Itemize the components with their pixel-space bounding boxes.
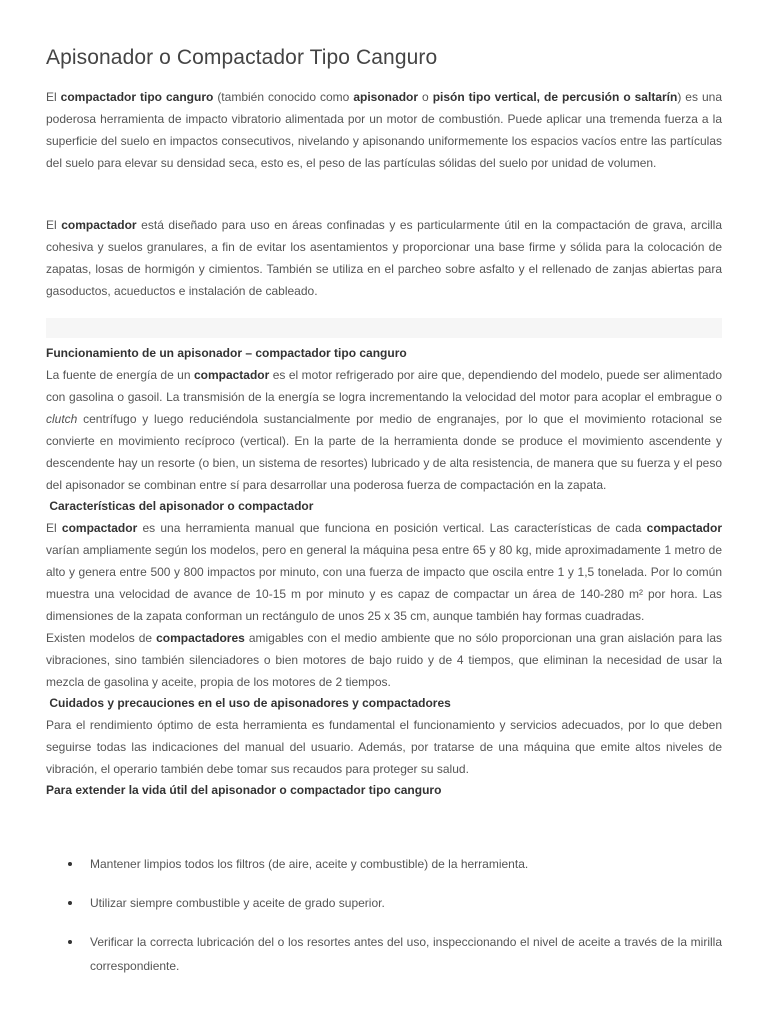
text: o [418,90,433,104]
list-item [68,930,722,978]
text: centrífugo y luego reduciéndola sustancialmente por medio de engranajes, por lo que el movimiento rotacional se convierte en movimiento recíproco (vertical). En la parte de la herramienta donde se produce el movimiento ascendente y descendente hay un resorte (o bien, un sistema de resortes) lubricado y de alta resistencia, de manera que su fuerza y el peso del apisonador se combinan entre sí para desarrollar una poderosa fuerza de compactación en la zapata. [46,412,722,492]
bold-term: compactador [193,368,270,382]
usage-paragraph [46,214,722,302]
section-heading-caracteristicas: Características del apisonador o compactador [46,499,314,513]
text: es el motor refrigerado por aire que, dependiendo del modelo, puede ser alimentado con gasolina o gasoil. La transmisión de la energía se logra incrementando la velocidad del motor para acoplar el embrague o [46,368,722,404]
list-item [68,852,722,876]
list-item-text: Utilizar siempre combustible y aceite de grado superior. [90,896,385,910]
text: amigables con el medio ambiente que no sólo proporcionan una gran aislación para las vibraciones, sino también silenciadores o bien motores de bajo ruido y de 4 tiempos, que eliminan la necesidad de usar la mezcla de gasolina y aceite, propia de los motores de 2 tiempos. [46,631,722,689]
list-item-text: Mantener limpios todos los filtros (de aire, aceite y combustible) de la herramienta. [90,857,529,871]
section-heading-funcionamiento: Funcionamiento de un apisonador – compactador tipo canguro [46,346,407,360]
bold-term: apisonador [353,90,419,104]
maintenance-list [68,852,722,993]
bold-term: pisón tipo vertical, de percusión o saltarín [432,90,678,104]
text: está diseñado para uso en áreas confinadas y es particularmente útil en la compactación de grava, arcilla cohesiva y suelos granulares, a fin de evitar los asentamientos y proporcionar una base firme y sólida para la colocación de zapatas, losas de hormigón y cimientos. También se utiliza en el parcheo sobre asfalto y el rellenado de zanjas abiertas para gasoductos, acueductos e instalación de cableado. [46,218,722,298]
bold-term: compactador [646,521,722,535]
bullet-icon [68,862,72,866]
bold-term: compactador tipo canguro [60,90,214,104]
sections [46,343,722,801]
section-heading-vida-util: Para extender la vida útil del apisonador o compactador tipo canguro [46,783,442,797]
text: Para el rendimiento óptimo de esta herramienta es fundamental el funcionamiento y servicios adecuados, por lo que deben seguirse todas las indicaciones del manual del usuario. Además, por tratarse de una máquina que emite altos niveles de vibración, el operario también debe tomar sus recaudos para proteger su salud. [46,718,722,776]
bullet-icon [68,901,72,905]
bullet-icon [68,940,72,944]
text: varían ampliamente según los modelos, pero en general la máquina pesa entre 65 y 80 kg, mide aproximadamente 1 metro de alto y genera entre 500 y 800 impactos por minuto, con una fuerza de impacto que oscila entre 1 y 1,5 tonelada. Por lo común muestra una velocidad de avance de 10-15 m por minuto y es capaz de compactar un área de 140-280 m² por hora. Las dimensiones de la zapata conforman un rectángulo de unos 25 x 35 cm, aunque también hay formas cuadradas. [46,543,722,623]
funcionamiento-paragraph [46,364,722,496]
intro-paragraph [46,86,722,174]
text: (también conocido como [213,90,354,104]
text: El [46,521,62,535]
text: El [46,218,62,232]
text: es una herramienta manual que funciona en posición vertical. Las características de cada [137,521,647,535]
bold-term: compactador [61,521,138,535]
text: La fuente de energía de un [46,368,194,382]
separator-bar [46,318,722,338]
italic-term: clutch [46,412,78,426]
list-item-text: Verificar la correcta lubricación del o los resortes antes del uso, inspeccionando el nivel de aceite a través de la mirilla correspondiente. [90,935,722,973]
bold-term: compactador [61,218,137,232]
bold-term: compactadores [156,631,245,645]
text: Existen modelos de [46,631,157,645]
text: El [46,90,61,104]
page-title: Apisonador o Compactador Tipo Canguro [46,46,438,69]
caracteristicas-paragraph [46,517,722,627]
list-item [68,891,722,915]
text: ) es una poderosa herramienta de impacto vibratorio alimentada por un motor de combustión. Puede aplicar una tremenda fuerza a la superficie del suelo en impactos consecutivos, nivelando y apisonando uniformemente los espacios vacíos entre las partículas del suelo para elevar su densidad seca, esto es, el peso de las partículas sólidas del suelo por unidad de volumen. [46,90,722,170]
modelos-paragraph [46,627,722,693]
cuidados-paragraph [46,714,722,780]
section-heading-cuidados: Cuidados y precauciones en el uso de apisonadores y compactadores [46,696,451,710]
